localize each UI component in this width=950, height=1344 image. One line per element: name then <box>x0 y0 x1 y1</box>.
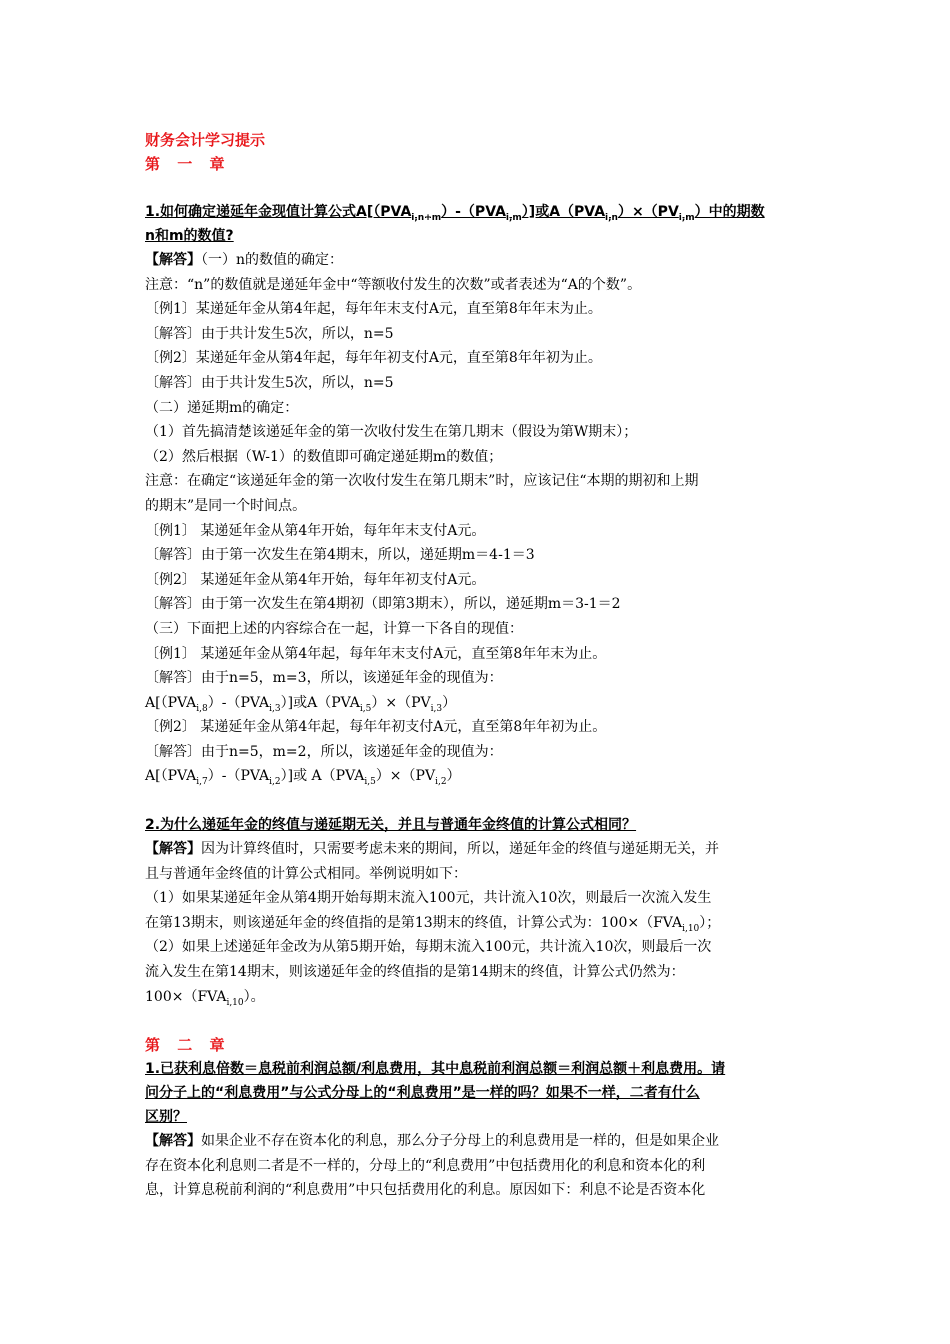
answer-line: 〔例1〕某递延年金从第4年起，每年年末支付A元，直至第8年年末为止。 <box>145 301 602 318</box>
answer-line: 〔例1〕 某递延年金从第4年起，每年年末支付A元，直至第8年年末为止。 <box>145 645 607 662</box>
formula-line: $A[(PVA_{i,8})-(PVA_{i,3})]$或$A(PVA_{i,5})\times(PV_{i,3})$ <box>145 694 457 714</box>
answer-line: （2）然后根据（W-1）的数值即可确定递延期m的数值； <box>145 448 503 465</box>
answer-line: 〔解答〕由于n=5，m=3，所以，该递延年金的现值为： <box>145 670 503 687</box>
answer-line: 息，计算息税前利润的“利息费用”中只包括费用化的利息。原因如下：利息不论是否资本化 <box>145 1182 706 1199</box>
answer-line: 存在资本化利息则二者是不一样的，分母上的“利息费用”中包括费用化的利息和资本化的利 <box>145 1157 706 1174</box>
chapter-1-heading: 第 一 章 <box>145 155 231 173</box>
answer-line: 〔解答〕由于第一次发生在第4期末，所以，递延期m＝4-1＝3 <box>145 547 535 564</box>
answer-line: （1）如果某递延年金从第4期开始每期末流入100元，共计流入10次，则最后一次流入发生 <box>145 890 712 907</box>
answer-line: （二）递延期m的确定： <box>145 399 299 416</box>
answer-line: 〔例2〕某递延年金从第4年起，每年年初支付A元，直至第8年年初为止。 <box>145 350 602 367</box>
answer-line: 〔解答〕由于共计发生5次，所以，n=5 <box>145 374 394 391</box>
answer-line: 【解答】如果企业不存在资本化的利息，那么分子分母上的利息费用是一样的，但是如果企业 <box>145 1133 719 1150</box>
answer-line: 〔解答〕由于n=5，m=2，所以，该递延年金的现值为： <box>145 743 503 760</box>
answer-line: 〔例2〕 某递延年金从第4年起，每年年初支付A元，直至第8年年初为止。 <box>145 719 607 736</box>
answer-line: （三）下面把上述的内容综合在一起，计算一下各自的现值： <box>145 620 523 637</box>
answer-line: 【解答】因为计算终值时，只需要考虑未来的期间，所以，递延年金的终值与递延期无关，并 <box>145 841 719 858</box>
answer-line: 〔解答〕由于共计发生5次，所以，n=5 <box>145 325 394 342</box>
answer-line: 且与普通年金终值的计算公式相同。举例说明如下： <box>145 865 467 882</box>
answer-line: $100\times(FVA_{i,10})$。 <box>145 988 265 1008</box>
answer-line: 注意：“n”的数值就是递延年金中“等额收付发生的次数”或者表述为“A的个数”。 <box>145 276 642 293</box>
question-1-1-line2: n和m的数值? <box>145 228 234 244</box>
answer-line: 【解答】（一）n的数值的确定： <box>145 252 344 268</box>
answer-line: 〔例1〕 某递延年金从第4年开始，每年年末支付A元。 <box>145 522 486 539</box>
answer-line: （2）如果上述递延年金改为从第5期开始，每期末流入100元，共计流入10次，则最后一次 <box>145 939 712 956</box>
answer-line: 流入发生在第14期末，则该递延年金的终值指的是第14期末的终值，计算公式仍然为： <box>145 964 685 981</box>
answer-line: 注意：在确定“该递延年金的第一次收付发生在第几期末”时，应该记住“本期的期初和上期 <box>145 473 699 490</box>
formula-line: $A[(PVA_{i,7})-(PVA_{i,2})]$或 $A(PVA_{i,5})\times(PV_{i,2})$ <box>145 768 461 788</box>
answer-line: 〔解答〕由于第一次发生在第4期初（即第3期末），所以，递延期m＝3-1＝2 <box>145 596 621 613</box>
answer-line: 的期末”是同一个时间点。 <box>145 497 307 514</box>
doc-title: 财务会计学习提示 <box>145 131 266 149</box>
chapter-2-heading: 第 二 章 <box>145 1036 231 1055</box>
question-1-1: 1.如何确定递延年金现值计算公式$A[(PVA_{i,n+m})-(PVA_{i,m})]$或$A(PVA_{i,n})\times(PV_{i,m})$中的期数 <box>145 204 765 223</box>
question-2-1: 1.已获利息倍数＝息税前利润总额/利息费用，其中息税前利润总额＝利润总额＋利息费用。请 <box>145 1061 726 1078</box>
document-page <box>145 128 805 1203</box>
answer-line: 〔例2〕 某递延年金从第4年开始，每年年初支付A元。 <box>145 571 486 588</box>
answer-line: （1）首先搞清楚该递延年金的第一次收付发生在第几期末（假设为第W期末）； <box>145 424 638 441</box>
question-2-1-line3: 区别？ <box>145 1109 187 1126</box>
question-2-1-line2: 问分子上的“利息费用”与公式分母上的“利息费用”是一样的吗？如果不一样，二者有什么 <box>145 1085 700 1102</box>
answer-line: 在第13期末，则该递延年金的终值指的是第13期末的终值，计算公式为：$100\times(FVA_{i,10})$； <box>145 914 721 934</box>
question-1-2: 2.为什么递延年金的终值与递延期无关，并且与普通年金终值的计算公式相同？ <box>145 817 637 834</box>
